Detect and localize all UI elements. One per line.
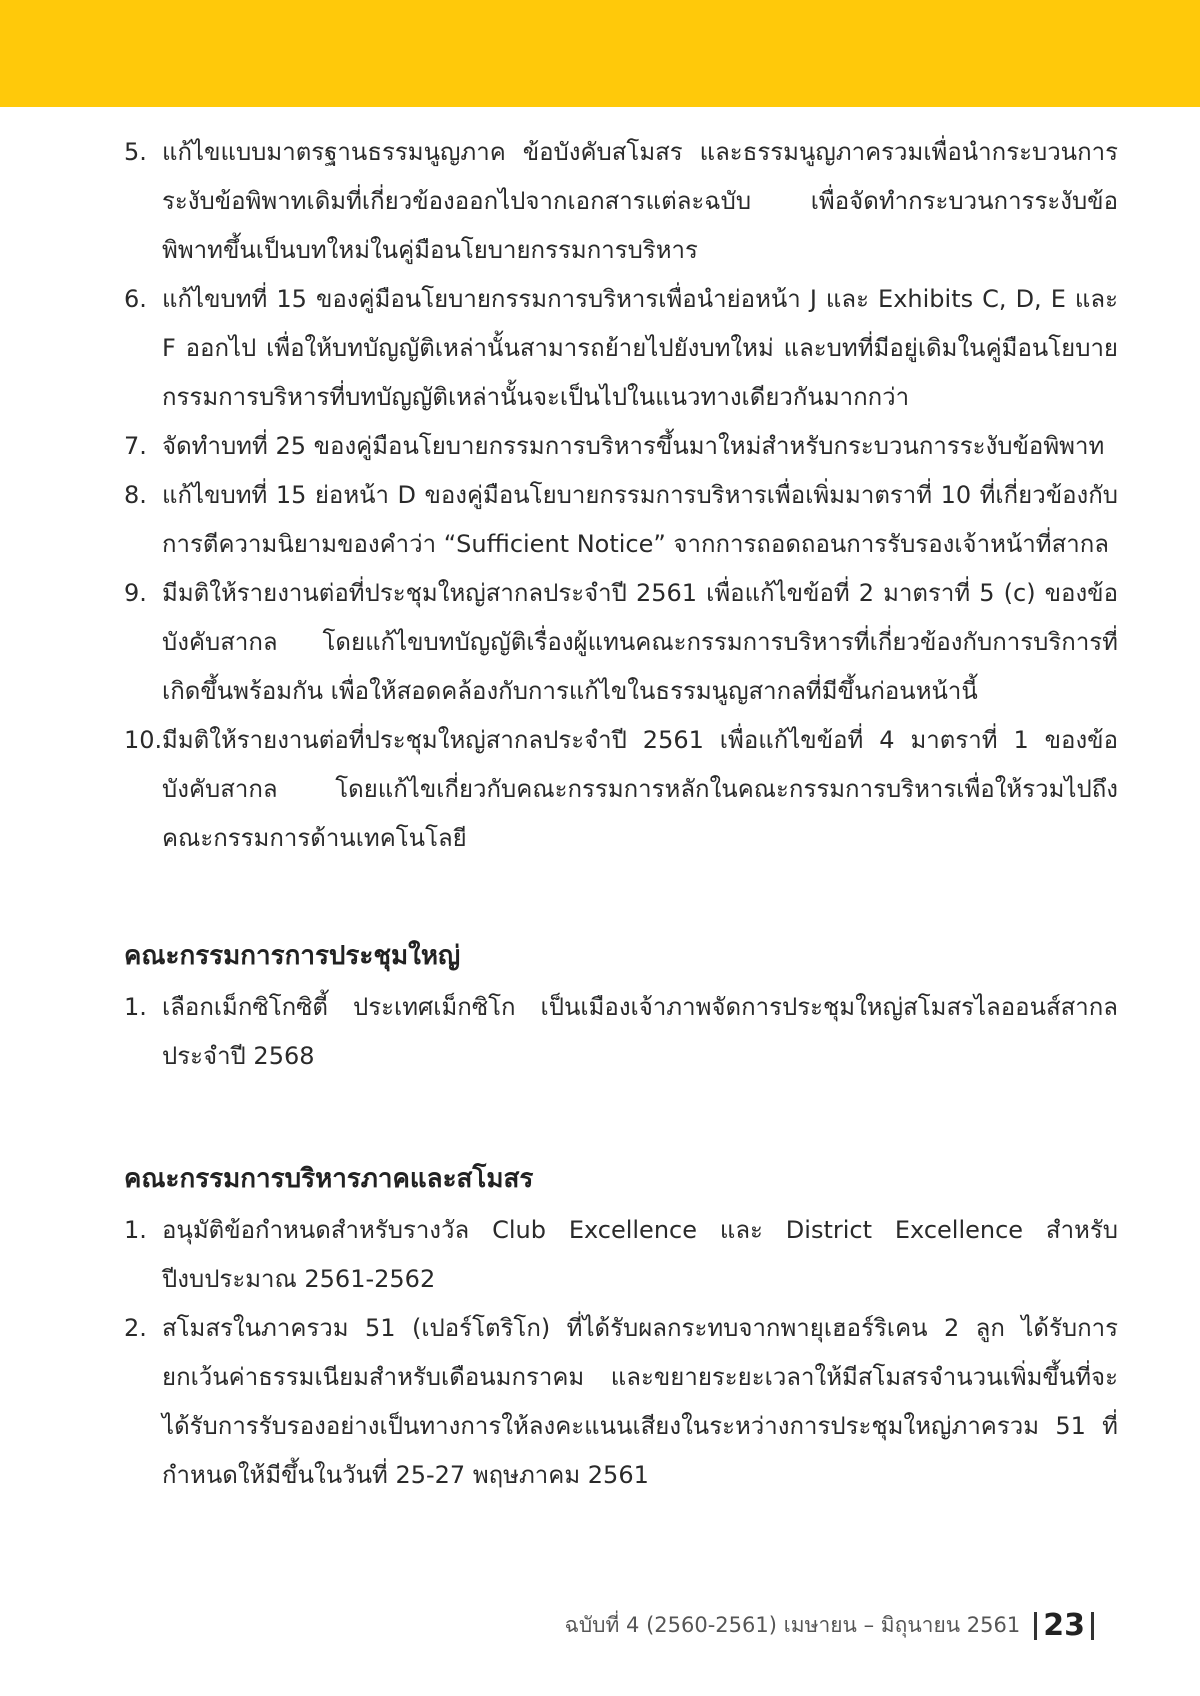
list-item-number: 9. [124,579,147,607]
list-item [124,471,1118,569]
list-item [124,983,1118,1081]
section-heading: คณะกรรมการบริหารภาคและสโมสร [124,1164,534,1194]
list-item [124,569,1118,716]
list-item-text: อนุมัติข้อกำหนดสำหรับรางวัล Club Excellence และ District Excellence สำหรับปีงบประมาณ 2561-2562 [162,1216,1118,1293]
page-number: 23 [1043,1608,1085,1643]
section-heading: คณะกรรมการการประชุมใหญ่ [124,941,461,971]
list-item [124,275,1118,422]
list-item [124,1304,1118,1500]
list-item-text: สโมสรในภาครวม 51 (เปอร์โตริโก) ที่ได้รับผลกระทบจากพายุเฮอร์ริเคน 2 ลูก ได้รับการยกเว้นค่าธรรมเนียมสำหรับเดือนมกราคม และขยายระยะเวลาให้มีสโมสรจำนวนเพิ่มขึ้นที่จะได้รับการรับรองอย่างเป็นทางการให้ลงคะแนนเสียงในระหว่างการประชุมใหญ่ภาครวม 51 ที่กำหนดให้มีขึ้นในวันที่ 25-27 พฤษภาคม 2561 [162,1314,1118,1489]
list-item-number: 10. [124,726,163,754]
list-item-text: จัดทำบทที่ 25 ของคู่มือนโยบายกรรมการบริหารขึ้นมาใหม่สำหรับกระบวนการระงับข้อพิพาท [162,432,1105,460]
list-item-text: แก้ไขบทที่ 15 ของคู่มือนโยบายกรรมการบริหารเพื่อนำย่อหน้า J และ Exhibits C, D, E และ F ออกไป เพื่อให้บทบัญญัติเหล่านั้นสามารถย้ายไปยังบทใหม่ และบทที่มีอยู่เดิมในคู่มือนโยบายกรรมการบริหารที่บทบัญญัติเหล่านั้นจะเป็นไปในแนวทางเดียวกันมากกว่า [162,285,1118,411]
convention-list [124,983,1118,1081]
list-item [124,1206,1118,1304]
page-footer [565,1608,1094,1643]
list-item-number: 1. [124,993,147,1021]
list-item-number: 8. [124,481,147,509]
list-item-number: 1. [124,1216,147,1244]
footer-divider [1091,1612,1094,1640]
list-item-text: แก้ไขบทที่ 15 ย่อหน้า D ของคู่มือนโยบายกรรมการบริหารเพื่อเพิ่มมาตราที่ 10 ที่เกี่ยวข้องกับการตีความนิยามของคำว่า “Sufficient Notice” จากการถอดถอนการรับรองเจ้าหน้าที่สากล [162,481,1118,558]
resolution-list [124,128,1118,863]
list-item [124,422,1118,471]
footer-divider [1034,1612,1037,1640]
convention-committee-section [124,933,1118,1081]
list-item-number: 6. [124,285,147,313]
list-item-text: มีมติให้รายงานต่อที่ประชุมใหญ่สากลประจำปี 2561 เพื่อแก้ไขข้อที่ 4 มาตราที่ 1 ของข้อบังคับสากล โดยแก้ไขเกี่ยวกับคณะกรรมการหลักในคณะกรรมการบริหารเพื่อให้รวมไปถึงคณะกรรมการด้านเทคโนโลยี [162,726,1118,852]
list-item-number: 7. [124,432,147,460]
list-item-number: 2. [124,1314,147,1342]
page-content [124,128,1118,1500]
list-item-text: เลือกเม็กซิโกซิตี้ ประเทศเม็กซิโก เป็นเมืองเจ้าภาพจัดการประชุมใหญ่สโมสรไลออนส์สากลประจำปี 2568 [162,993,1118,1070]
issue-info: ฉบับที่ 4 (2560-2561) เมษายน – มิถุนายน 2561 [564,1613,1021,1637]
list-item-number: 5. [124,138,147,166]
header-color-band [0,0,1200,107]
list-item [124,128,1118,275]
district-list [124,1206,1118,1500]
list-item-text: แก้ไขแบบมาตรฐานธรรมนูญภาค ข้อบังคับสโมสร และธรรมนูญภาครวมเพื่อนำกระบวนการระงับข้อพิพาทเดิมที่เกี่ยวข้องออกไปจากเอกสารแต่ละฉบับ เพื่อจัดทำกระบวนการระงับข้อพิพาทขึ้นเป็นบทใหม่ในคู่มือนโยบายกรรมการบริหาร [162,138,1118,264]
district-club-committee-section [124,1156,1118,1500]
list-item-text: มีมติให้รายงานต่อที่ประชุมใหญ่สากลประจำปี 2561 เพื่อแก้ไขข้อที่ 2 มาตราที่ 5 (c) ของข้อบังคับสากล โดยแก้ไขบทบัญญัติเรื่องผู้แทนคณะกรรมการบริหารที่เกี่ยวข้องกับการบริการที่เกิดขึ้นพร้อมกัน เพื่อให้สอดคล้องกับการแก้ไขในธรรมนูญสากลที่มีขึ้นก่อนหน้านี้ [162,579,1118,705]
list-item [124,716,1118,863]
